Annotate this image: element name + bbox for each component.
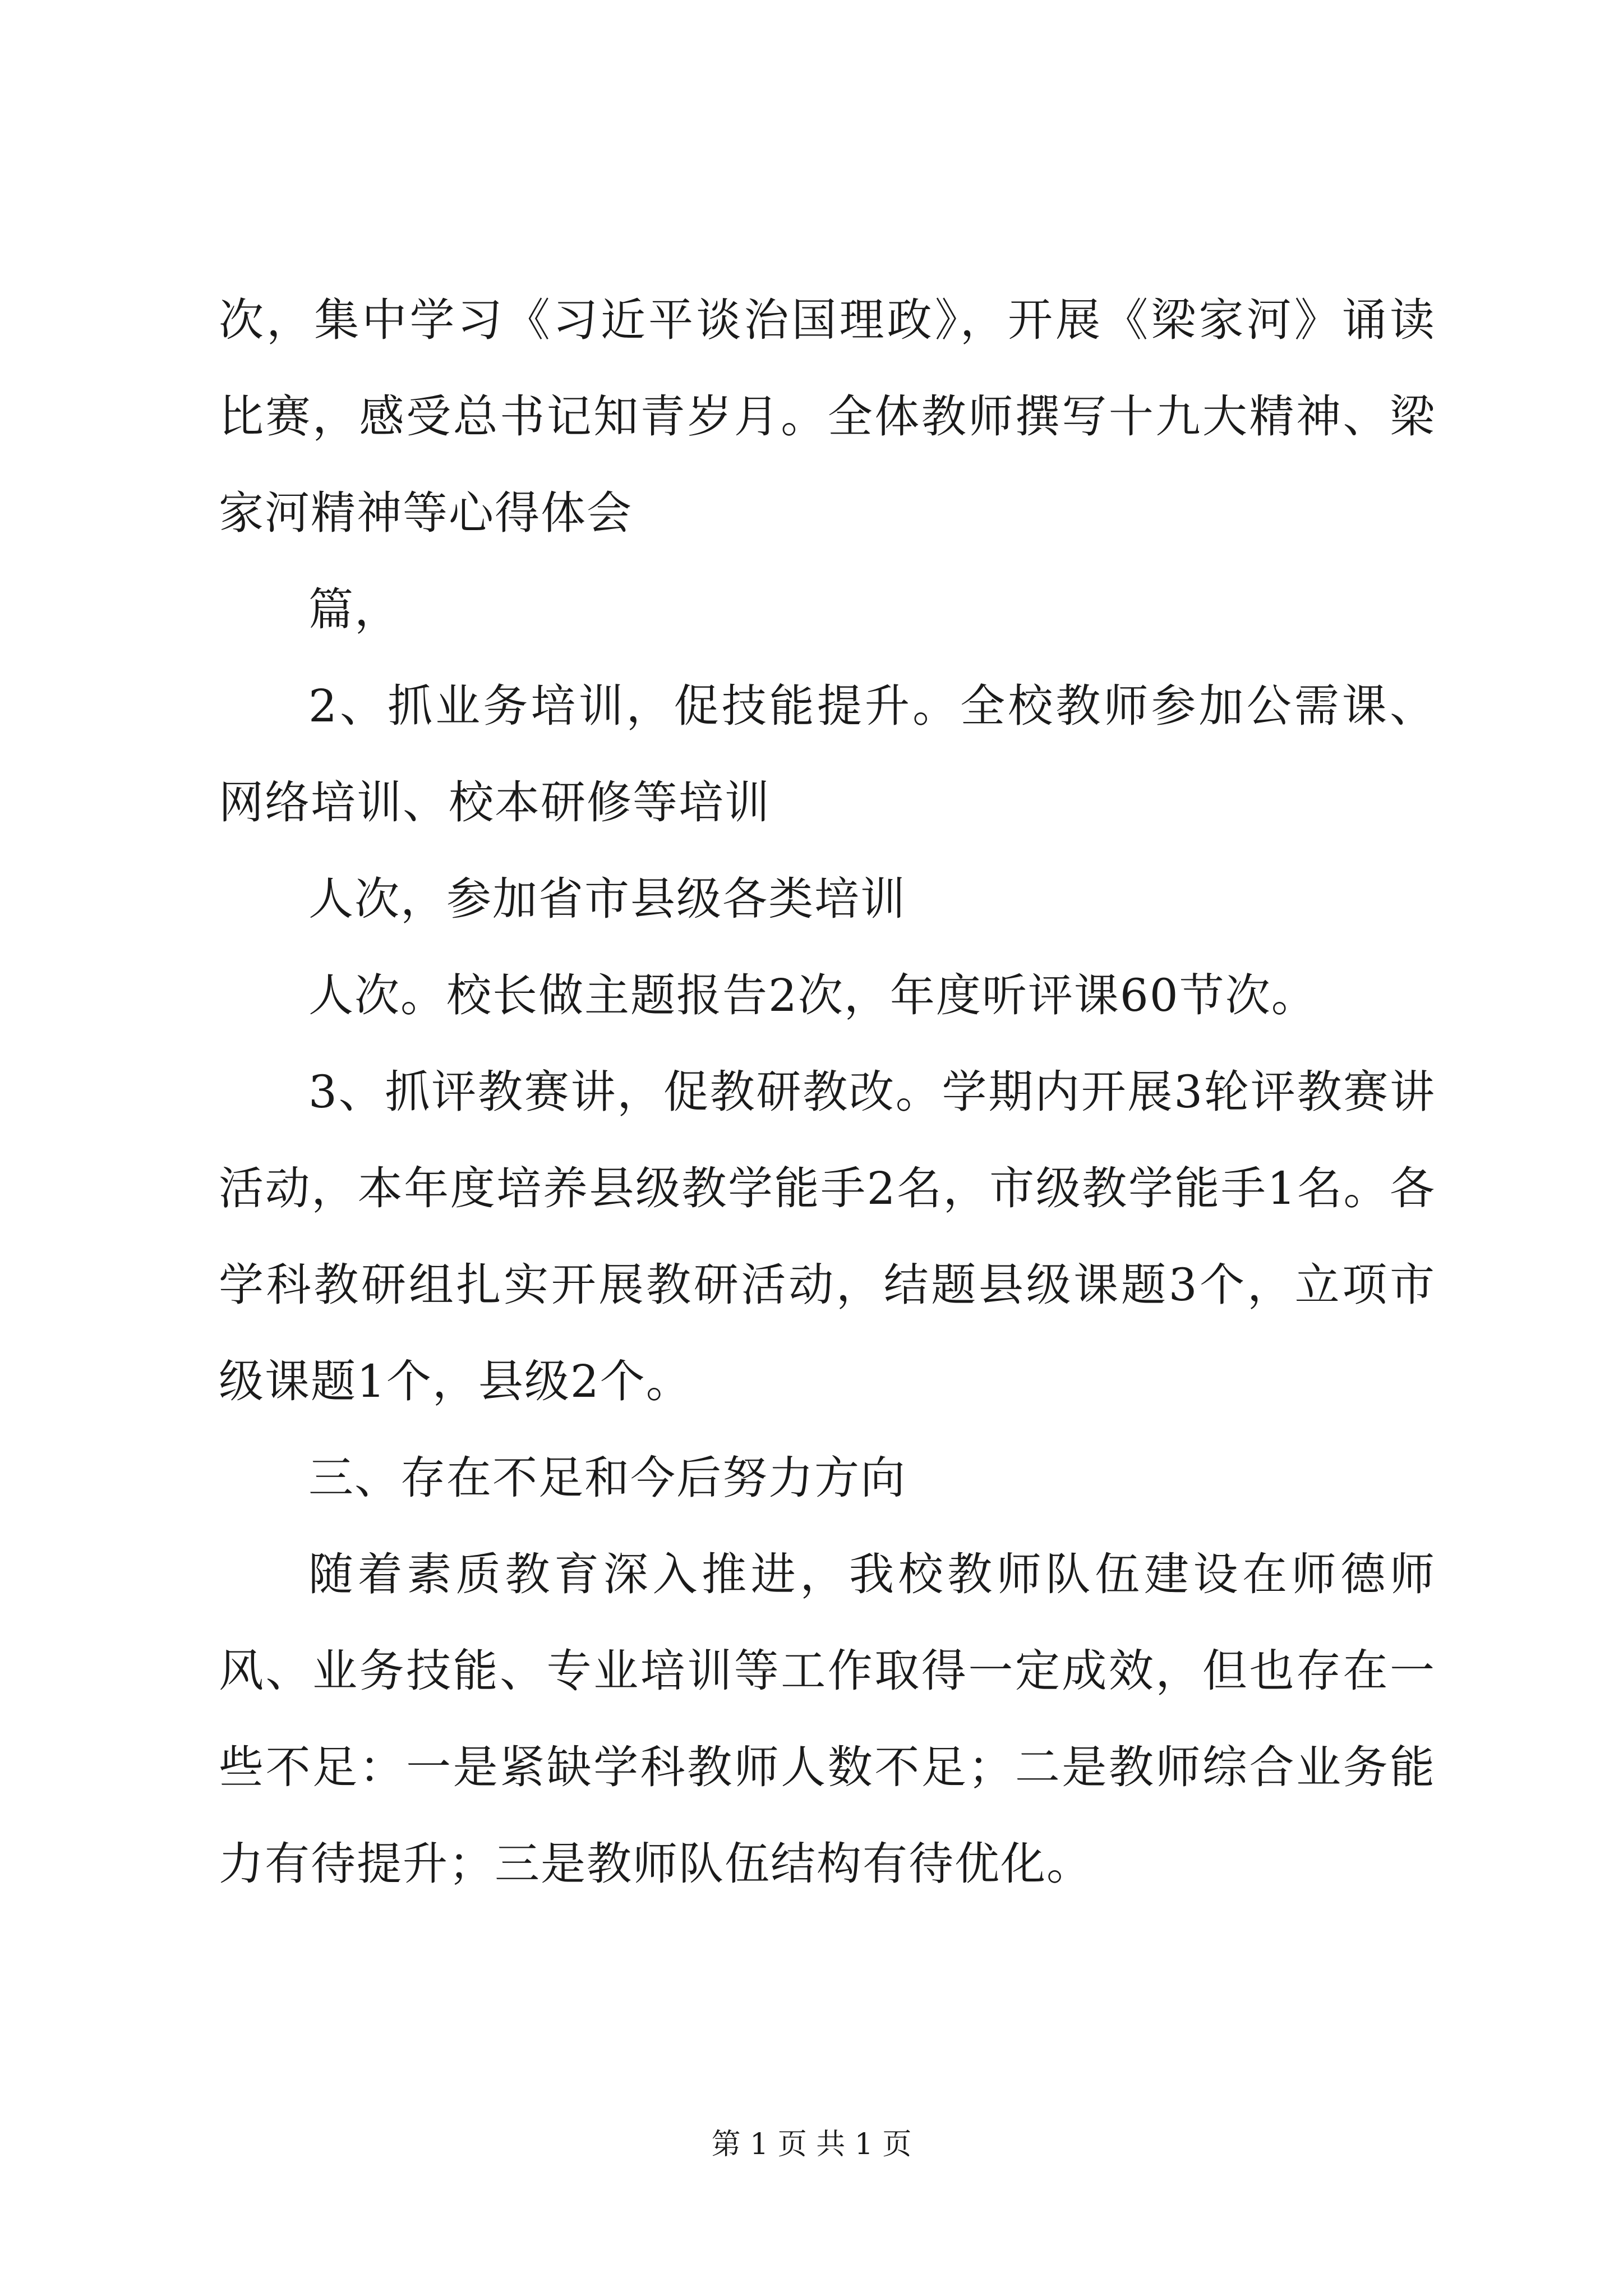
document-body xyxy=(219,272,1436,1912)
paragraph-principal-report: 人次。校长做主题报告2次，年度听评课60节次。 xyxy=(308,969,1317,1022)
paragraph-piece-count: 篇， xyxy=(308,583,400,636)
page-number-footer: 第 1 页 共 1 页 xyxy=(711,2128,912,2161)
paragraph-shortcomings: 随着素质教育深入推进，我校教师队伍建设在师德师风、业务技能、专业培训等工作取得一定成效，但也存在一些不足：一是紧缺学科教师人数不足；二是教师综合业务能力有待提升；三是教师队伍结构有待优化。 xyxy=(219,1548,1436,1890)
paragraph-teaching-research: 3、抓评教赛讲，促教研教改。学期内开展3轮评教赛讲活动，本年度培养县级教学能手2名，市级教学能手1名。各学科教研组扎实开展教研活动，结题县级课题3个，立项市级课题1个，县级2个。 xyxy=(219,1066,1436,1407)
paragraph-business-training: 2、抓业务培训，促技能提升。全校教师参加公需课、网络培训、校本研修等培训 xyxy=(219,680,1436,829)
paragraph-training-count: 人次，参加省市县级各类培训 xyxy=(308,873,906,925)
paragraph-continuation: 次，集中学习《习近平谈治国理政》，开展《梁家河》诵读比赛，感受总书记知青岁月。全体教师撰写十九大精神、梁家河精神等心得体会 xyxy=(219,294,1436,539)
section-heading-shortcomings: 三、存在不足和今后努力方向 xyxy=(308,1452,906,1504)
